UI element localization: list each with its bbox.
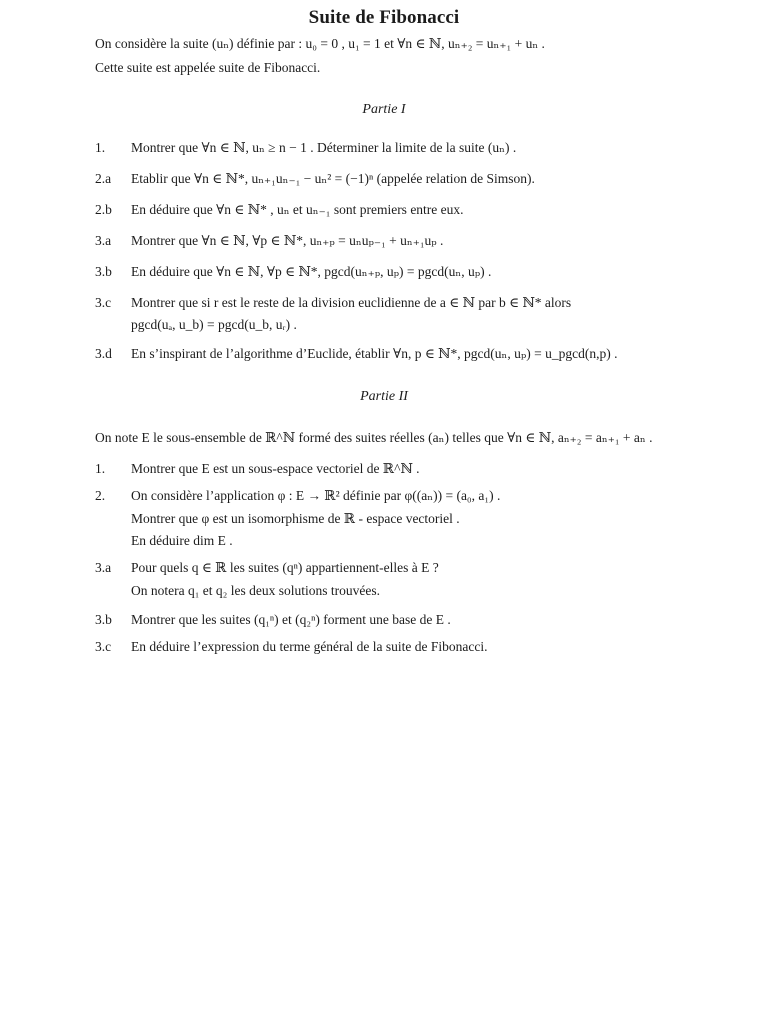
- p2-item-2-text: On considère l’application φ : E → ℝ² définie par φ((aₙ)) = (a₀, a₁) .: [131, 488, 501, 503]
- p1-item-1-text: Montrer que ∀n ∈ ℕ, uₙ ≥ n − 1 . Déterminer la limite de la suite (uₙ) .: [131, 140, 517, 155]
- partie-1-heading: Partie I: [362, 102, 406, 117]
- intro-line-1: On considère la suite (uₙ) définie par : u₀ = 0 , u₁ = 1 et ∀n ∈ ℕ, uₙ₊₂ = uₙ₊₁ + uₙ .: [95, 36, 545, 51]
- p2-item-3a-number: 3.a: [95, 560, 112, 575]
- p2-item-3c-number: 3.c: [95, 639, 112, 654]
- p1-item-3b-number: 3.b: [95, 264, 112, 279]
- p2-item-3a-text-line-2: On notera q₁ et q₂ les deux solutions trouvées.: [131, 583, 380, 598]
- p1-item-1-number: 1.: [95, 140, 106, 155]
- p1-item-3a-text: Montrer que ∀n ∈ ℕ, ∀p ∈ ℕ*, uₙ₊ₚ = uₙuₚ₋₁ + uₙ₊₁uₚ .: [131, 233, 444, 248]
- p1-item-2a-text: Etablir que ∀n ∈ ℕ*, uₙ₊₁uₙ₋₁ − uₙ² = (−1)ⁿ (appelée relation de Simson).: [131, 171, 535, 186]
- p1-item-2a-number: 2.a: [95, 171, 112, 186]
- document-title: Suite de Fibonacci: [308, 7, 460, 28]
- p1-item-3d-number: 3.d: [95, 346, 112, 361]
- partie-2-heading: Partie II: [360, 389, 408, 404]
- p2-item-2-text-line-2: Montrer que φ est un isomorphisme de ℝ - espace vectoriel .: [131, 511, 460, 526]
- p2-item-3a-text: Pour quels q ∈ ℝ les suites (qⁿ) appartiennent-elles à E ?: [131, 560, 439, 575]
- p1-item-3a-number: 3.a: [95, 233, 112, 248]
- p2-item-2-number: 2.: [95, 488, 106, 503]
- partie-2-intro: On note E le sous-ensemble de ℝ^ℕ formé des suites réelles (aₙ) telles que ∀n ∈ ℕ, aₙ₊₂ = aₙ₊₁ + aₙ .: [95, 430, 653, 445]
- p1-item-3b-text: En déduire que ∀n ∈ ℕ, ∀p ∈ ℕ*, pgcd(uₙ₊ₚ, uₚ) = pgcd(uₙ, uₚ) .: [131, 264, 492, 279]
- p1-item-2b-text: En déduire que ∀n ∈ ℕ* , uₙ et uₙ₋₁ sont premiers entre eux.: [131, 202, 464, 217]
- p2-item-1-number: 1.: [95, 461, 106, 476]
- p2-item-3b-text: Montrer que les suites (q₁ⁿ) et (q₂ⁿ) forment une base de E .: [131, 612, 451, 627]
- p1-item-2b-number: 2.b: [95, 202, 112, 217]
- p1-item-3c-text: Montrer que si r est le reste de la division euclidienne de a ∈ ℕ par b ∈ ℕ* alors: [131, 295, 572, 310]
- p1-item-3c-number: 3.c: [95, 295, 112, 310]
- p2-item-3b-number: 3.b: [95, 612, 112, 627]
- p2-item-3c-text: En déduire l’expression du terme général de la suite de Fibonacci.: [131, 639, 488, 654]
- p2-item-1-text: Montrer que E est un sous-espace vectoriel de ℝ^ℕ .: [131, 461, 420, 476]
- intro-line-2: Cette suite est appelée suite de Fibonacci.: [95, 60, 321, 75]
- p1-item-3d-text: En s’inspirant de l’algorithme d’Euclide, établir ∀n, p ∈ ℕ*, pgcd(uₙ, uₚ) = u_pgcd(n,p) .: [131, 346, 618, 361]
- p1-item-3c-text-line-2: pgcd(uₐ, u_b) = pgcd(u_b, uᵣ) .: [131, 317, 297, 332]
- p2-item-2-text-line-3: En déduire dim E .: [131, 533, 233, 548]
